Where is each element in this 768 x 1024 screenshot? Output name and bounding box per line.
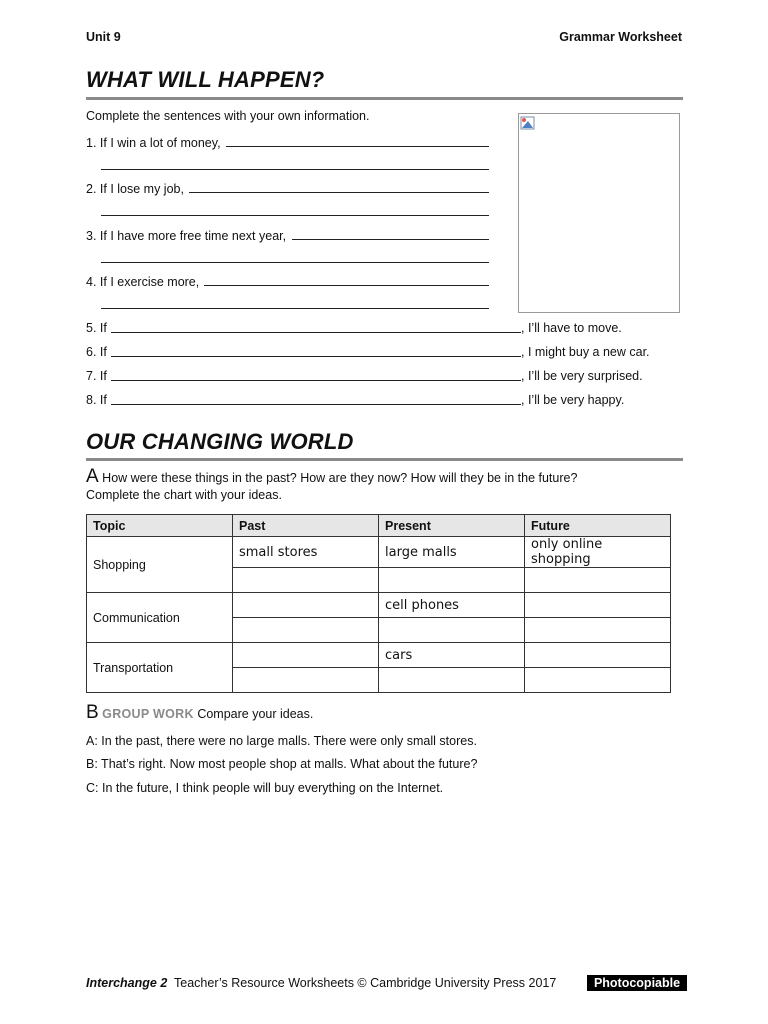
dialogue-line-c: C: In the future, I think people will buy everything on the Internet. bbox=[86, 781, 444, 795]
unit-label: Unit 9 bbox=[86, 30, 121, 44]
topic-cell-communication: Communication bbox=[87, 593, 233, 643]
sentence-prompt-2: 2. If I lose my job, bbox=[86, 182, 184, 196]
column-header-future: Future bbox=[525, 515, 671, 537]
sentence-prompt-1: 1. If I win a lot of money, bbox=[86, 136, 221, 150]
sentence-prefix-5: 5. If bbox=[86, 321, 107, 335]
sentence-prefix-6: 6. If bbox=[86, 345, 107, 359]
table-cell[interactable]: large malls bbox=[379, 537, 525, 568]
table-row bbox=[87, 593, 671, 618]
part-a-instruction-line2: Complete the chart with your ideas. bbox=[86, 488, 282, 502]
answer-line-1a[interactable] bbox=[226, 146, 489, 147]
table-cell[interactable] bbox=[233, 593, 379, 618]
table-cell[interactable] bbox=[525, 618, 671, 643]
group-work-label: GROUP WORK bbox=[102, 707, 194, 721]
table-header-row bbox=[87, 515, 671, 537]
answer-line-7[interactable] bbox=[111, 380, 521, 381]
topic-cell-transportation: Transportation bbox=[87, 643, 233, 693]
sentence-ending-5: , I’ll have to move. bbox=[521, 321, 622, 335]
part-a-instruction bbox=[86, 467, 577, 504]
sentence-prefix-7: 7. If bbox=[86, 369, 107, 383]
table-cell[interactable] bbox=[379, 618, 525, 643]
table-cell[interactable] bbox=[379, 568, 525, 593]
answer-line-1b[interactable] bbox=[101, 169, 489, 170]
broken-image-icon bbox=[520, 115, 536, 134]
column-header-present: Present bbox=[379, 515, 525, 537]
part-b-letter: B bbox=[86, 702, 99, 723]
footer-credit bbox=[86, 976, 556, 990]
image-placeholder bbox=[518, 113, 680, 313]
column-header-topic: Topic bbox=[87, 515, 233, 537]
sentence-prompt-4: 4. If I exercise more, bbox=[86, 275, 200, 289]
answer-line-2b[interactable] bbox=[101, 215, 489, 216]
dialogue-line-a: A: In the past, there were no large malls. There were only small stores. bbox=[86, 734, 477, 748]
table-cell[interactable] bbox=[233, 643, 379, 668]
section-title-what-will-happen: WHAT WILL HAPPEN? bbox=[86, 67, 325, 92]
answer-line-3b[interactable] bbox=[101, 262, 489, 263]
part-b-heading bbox=[86, 703, 313, 724]
answer-line-4b[interactable] bbox=[101, 308, 489, 309]
table-cell[interactable]: only online shopping bbox=[525, 537, 671, 568]
instruction-text: Complete the sentences with your own information. bbox=[86, 109, 370, 123]
changes-chart bbox=[86, 514, 671, 693]
column-header-past: Past bbox=[233, 515, 379, 537]
table-cell[interactable] bbox=[233, 618, 379, 643]
table-cell[interactable] bbox=[525, 593, 671, 618]
part-a-instruction-line1: How were these things in the past? How are they now? How will they be in the future? bbox=[102, 471, 578, 485]
sentence-prefix-8: 8. If bbox=[86, 393, 107, 407]
table-cell[interactable] bbox=[379, 668, 525, 693]
section-divider bbox=[86, 458, 683, 461]
footer-copyright: Teacher’s Resource Worksheets © Cambridge University Press 2017 bbox=[174, 976, 557, 990]
table-cell[interactable]: cell phones bbox=[379, 593, 525, 618]
table-cell[interactable]: small stores bbox=[233, 537, 379, 568]
section-title-our-changing-world: OUR CHANGING WORLD bbox=[86, 429, 354, 454]
sentence-ending-6: , I might buy a new car. bbox=[521, 345, 650, 359]
photocopiable-badge: Photocopiable bbox=[587, 975, 687, 991]
answer-line-2a[interactable] bbox=[189, 192, 489, 193]
answer-line-6[interactable] bbox=[111, 356, 521, 357]
answer-line-4a[interactable] bbox=[204, 285, 489, 286]
part-b-instruction: Compare your ideas. bbox=[197, 707, 314, 721]
worksheet-label: Grammar Worksheet bbox=[559, 30, 682, 44]
dialogue-line-b: B: That’s right. Now most people shop at malls. What about the future? bbox=[86, 757, 478, 771]
table-cell[interactable] bbox=[525, 568, 671, 593]
answer-line-5[interactable] bbox=[111, 332, 521, 333]
table-cell[interactable] bbox=[525, 668, 671, 693]
sentence-prompt-3: 3. If I have more free time next year, bbox=[86, 229, 287, 243]
part-a-letter: A bbox=[86, 466, 99, 487]
table-row bbox=[87, 643, 671, 668]
table-cell[interactable] bbox=[233, 568, 379, 593]
answer-line-8[interactable] bbox=[111, 404, 521, 405]
table-row bbox=[87, 537, 671, 568]
footer-book-title: Interchange 2 bbox=[86, 976, 168, 990]
section-divider bbox=[86, 97, 683, 100]
table-cell[interactable] bbox=[233, 668, 379, 693]
sentence-ending-7: , I’ll be very surprised. bbox=[521, 369, 643, 383]
answer-line-3a[interactable] bbox=[292, 239, 489, 240]
sentence-ending-8: , I’ll be very happy. bbox=[521, 393, 625, 407]
table-cell[interactable] bbox=[525, 643, 671, 668]
table-cell[interactable]: cars bbox=[379, 643, 525, 668]
topic-cell-shopping: Shopping bbox=[87, 537, 233, 593]
